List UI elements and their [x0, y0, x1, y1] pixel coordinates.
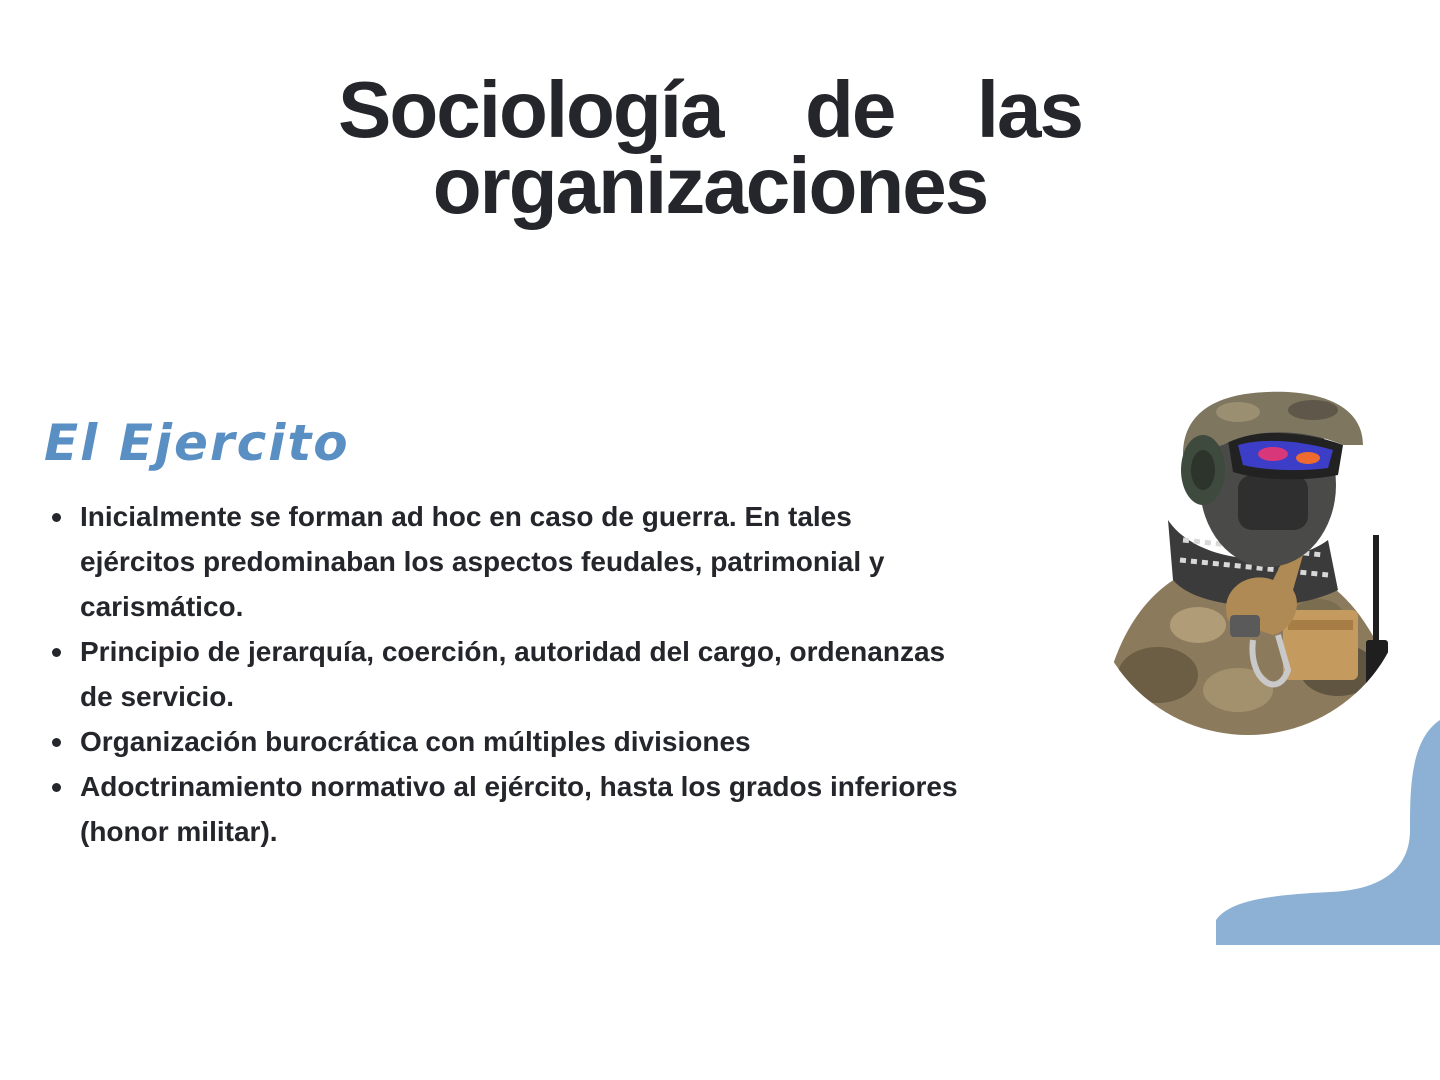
title-word: Sociología: [338, 65, 723, 154]
bullet-dot-icon: [52, 648, 61, 657]
title-line-2: organizaciones: [432, 141, 988, 230]
title-word: las: [976, 65, 1082, 154]
bullet-dot-icon: [52, 783, 61, 792]
section-heading: El Ejercito: [44, 414, 350, 472]
bullet-text: Organización burocrática con múltiples divisiones: [80, 726, 751, 757]
bullet-dot-icon: [52, 738, 61, 747]
bullet-text: Principio de jerarquía, coerción, autoridad del cargo, ordenanzas de servicio.: [80, 636, 946, 712]
decorative-blob: [1210, 720, 1440, 945]
bullet-dot-icon: [52, 513, 61, 522]
title-word: de: [804, 65, 895, 154]
title-line-1: [330, 65, 1090, 154]
bullet-text: Inicialmente se forman ad hoc en caso de guerra. En tales ejércitos predominaban los aspectos feudales, patrimonial y carismático.: [80, 501, 885, 622]
bullet-text: Adoctrinamiento normativo al ejército, hasta los grados inferiores (honor militar).: [80, 771, 958, 847]
bullet-list: [50, 494, 970, 854]
bullet-item: [50, 764, 970, 854]
soldier-illustration: [1088, 390, 1408, 735]
page-title: [330, 65, 1090, 230]
bullet-item: [50, 494, 970, 629]
bullet-item: [50, 719, 970, 764]
soldier-photo: [1088, 390, 1408, 735]
bullet-item: [50, 629, 970, 719]
